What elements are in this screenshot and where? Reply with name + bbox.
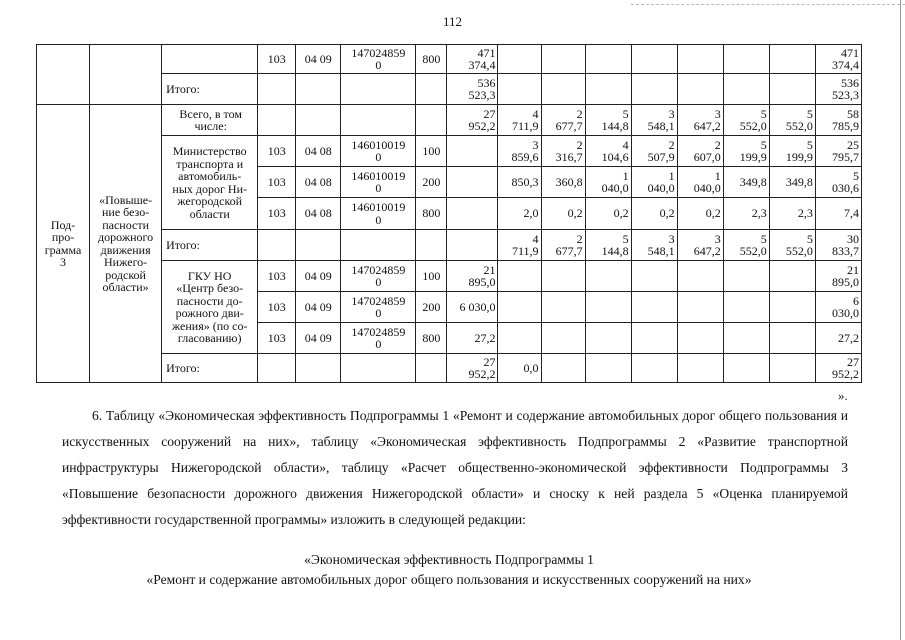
year-value: 4 104,6 — [585, 136, 631, 167]
csr-cell: 147024859 0 — [341, 261, 416, 292]
year-value — [723, 261, 769, 292]
heading-line-1: «Экономическая эффективность Подпрограммы 1 — [304, 552, 594, 567]
total-value: 5 030,6 — [815, 167, 861, 198]
kbk-cell: 103 — [258, 45, 296, 74]
kbk-cell: 103 — [258, 292, 296, 323]
total-including-label: Всего, в том числе: — [162, 105, 258, 136]
year-value: 5 552,0 — [723, 230, 769, 261]
csr-cell — [341, 230, 416, 261]
year-value: 5 552,0 — [723, 105, 769, 136]
year-value: 536 523,3 — [447, 74, 498, 105]
year-value: 0,0 — [498, 354, 541, 383]
year-value — [631, 45, 677, 74]
kbk-cell — [258, 354, 296, 383]
year-value: 3 859,6 — [498, 136, 541, 167]
vr-cell: 800 — [416, 45, 447, 74]
year-value — [541, 261, 585, 292]
razdel-cell: 04 09 — [296, 323, 341, 354]
year-value: 0,2 — [541, 198, 585, 230]
year-value — [541, 323, 585, 354]
year-value: 850,3 — [498, 167, 541, 198]
vr-cell: 800 — [416, 323, 447, 354]
year-value — [723, 354, 769, 383]
year-value: 27,2 — [447, 323, 498, 354]
csr-cell: 146010019 0 — [341, 136, 416, 167]
kbk-cell — [258, 230, 296, 261]
kbk-cell: 103 — [258, 323, 296, 354]
razdel-cell — [296, 230, 341, 261]
year-value: 5 144,8 — [585, 230, 631, 261]
year-value: 3 647,2 — [677, 105, 723, 136]
closing-quote: ». — [838, 388, 848, 403]
year-value — [498, 261, 541, 292]
csr-cell — [341, 105, 416, 136]
vr-cell: 800 — [416, 198, 447, 230]
year-value: 4 711,9 — [498, 105, 541, 136]
kbk-cell: 103 — [258, 167, 296, 198]
year-value — [769, 261, 815, 292]
year-value: 3 548,1 — [631, 230, 677, 261]
year-value: 0,2 — [585, 198, 631, 230]
year-value — [447, 198, 498, 230]
total-value: 6 030,0 — [815, 292, 861, 323]
year-value — [769, 354, 815, 383]
year-value — [631, 292, 677, 323]
total-value: 58 785,9 — [815, 105, 861, 136]
csr-cell: 147024859 0 — [341, 45, 416, 74]
year-value — [541, 292, 585, 323]
kbk-cell: 103 — [258, 261, 296, 292]
budget-table — [36, 44, 862, 383]
year-value: 0,2 — [677, 198, 723, 230]
page-edge-mark — [631, 4, 905, 5]
year-value: 360,8 — [541, 167, 585, 198]
year-value: 21 895,0 — [447, 261, 498, 292]
kbk-cell — [258, 74, 296, 105]
year-value — [631, 74, 677, 105]
razdel-cell — [296, 105, 341, 136]
program-name-cell: «Повыше- ние безо- пасности дорожного движения Нижего- родской области» — [90, 105, 162, 383]
year-value: 3 548,1 — [631, 105, 677, 136]
year-value: 2,3 — [723, 198, 769, 230]
csr-cell: 146010019 0 — [341, 167, 416, 198]
year-value — [677, 74, 723, 105]
executor-cell — [162, 45, 258, 74]
razdel-cell — [296, 74, 341, 105]
kbk-cell — [258, 105, 296, 136]
razdel-cell — [296, 354, 341, 383]
year-value: 5 144,8 — [585, 105, 631, 136]
year-value: 349,8 — [723, 167, 769, 198]
year-value — [585, 323, 631, 354]
total-value: 25 795,7 — [815, 136, 861, 167]
year-value: 6 030,0 — [447, 292, 498, 323]
year-value: 1 040,0 — [631, 167, 677, 198]
year-value: 2 316,7 — [541, 136, 585, 167]
year-value — [631, 261, 677, 292]
year-value: 3 647,2 — [677, 230, 723, 261]
year-value — [585, 45, 631, 74]
year-value — [585, 74, 631, 105]
year-value — [677, 354, 723, 383]
vr-cell: 200 — [416, 292, 447, 323]
year-value — [723, 45, 769, 74]
csr-cell: 147024859 0 — [341, 323, 416, 354]
year-value — [585, 261, 631, 292]
program-cell: Под- про- грамма 3 — [37, 105, 90, 383]
year-value — [498, 292, 541, 323]
year-value: 0,2 — [631, 198, 677, 230]
subtotal-label: Итого: — [162, 230, 258, 261]
year-value — [447, 136, 498, 167]
year-value — [631, 354, 677, 383]
csr-cell: 146010019 0 — [341, 198, 416, 230]
kbk-cell: 103 — [258, 198, 296, 230]
total-value: 21 895,0 — [815, 261, 861, 292]
executor-ministry: Министерство транспорта и автомобиль- ных дорог Ни- жегородской области — [162, 136, 258, 230]
page-number: 112 — [442, 14, 463, 29]
total-value: 536 523,3 — [815, 74, 861, 105]
year-value — [541, 74, 585, 105]
year-value: 27 952,2 — [447, 105, 498, 136]
razdel-cell: 04 09 — [296, 45, 341, 74]
year-value: 2,0 — [498, 198, 541, 230]
vr-cell: 100 — [416, 261, 447, 292]
year-value — [677, 292, 723, 323]
razdel-cell: 04 08 — [296, 167, 341, 198]
year-value — [498, 74, 541, 105]
year-value — [585, 292, 631, 323]
year-value: 471 374,4 — [447, 45, 498, 74]
year-value: 2 507,9 — [631, 136, 677, 167]
year-value: 2 607,0 — [677, 136, 723, 167]
year-value — [769, 292, 815, 323]
year-value — [769, 323, 815, 354]
razdel-cell: 04 08 — [296, 136, 341, 167]
razdel-cell: 04 09 — [296, 292, 341, 323]
year-value — [677, 261, 723, 292]
year-value: 5 199,9 — [723, 136, 769, 167]
year-value — [585, 354, 631, 383]
vr-cell — [416, 230, 447, 261]
year-value — [498, 45, 541, 74]
year-value — [447, 167, 498, 198]
year-value: 2 677,7 — [541, 105, 585, 136]
total-value: 7,4 — [815, 198, 861, 230]
vr-cell — [416, 74, 447, 105]
year-value — [541, 45, 585, 74]
subtotal-label: Итого: — [162, 74, 258, 105]
year-value: 27 952,2 — [447, 354, 498, 383]
year-value: 349,8 — [769, 167, 815, 198]
vr-cell: 200 — [416, 167, 447, 198]
year-value — [769, 74, 815, 105]
year-value: 1 040,0 — [585, 167, 631, 198]
csr-cell — [341, 354, 416, 383]
year-value — [769, 45, 815, 74]
executor-gku: ГКУ НО «Центр безо- пасности до- рожного дви- жения» (по со- гласованию) — [162, 261, 258, 354]
total-value: 27,2 — [815, 323, 861, 354]
year-value: 2 677,7 — [541, 230, 585, 261]
year-value: 4 711,9 — [498, 230, 541, 261]
year-value — [677, 45, 723, 74]
year-value — [498, 323, 541, 354]
program-cell-prev — [37, 45, 90, 105]
vr-cell: 100 — [416, 136, 447, 167]
total-value: 471 374,4 — [815, 45, 861, 74]
year-value — [677, 323, 723, 354]
kbk-cell: 103 — [258, 136, 296, 167]
year-value: 5 552,0 — [769, 105, 815, 136]
page-right-edge — [900, 0, 901, 640]
total-value: 30 833,7 — [815, 230, 861, 261]
vr-cell — [416, 354, 447, 383]
razdel-cell: 04 08 — [296, 198, 341, 230]
year-value — [631, 323, 677, 354]
table-row — [37, 105, 862, 136]
csr-cell: 147024859 0 — [341, 292, 416, 323]
subtotal-label: Итого: — [162, 354, 258, 383]
vr-cell — [416, 105, 447, 136]
year-value: 5 199,9 — [769, 136, 815, 167]
heading-line-2: «Ремонт и содержание автомобильных дорог общего пользования и искусственных сооружений на них» — [146, 572, 752, 587]
year-value — [447, 230, 498, 261]
year-value: 1 040,0 — [677, 167, 723, 198]
year-value — [723, 74, 769, 105]
program-name-prev — [90, 45, 162, 105]
csr-cell — [341, 74, 416, 105]
total-value: 27 952,2 — [815, 354, 861, 383]
razdel-cell: 04 09 — [296, 261, 341, 292]
table-row — [37, 45, 862, 74]
year-value: 2,3 — [769, 198, 815, 230]
section-heading — [36, 550, 862, 590]
year-value — [723, 323, 769, 354]
year-value — [541, 354, 585, 383]
body-paragraph: 6. Таблицу «Экономическая эффективность Подпрограммы 1 «Ремонт и содержание автомобильных дорог общего пользования и искусственных сооружений на них», таблицу «Экономическая эффективность Подпрограммы 2 «Развитие транспортной инфраструктуры Нижегородской области», таблицу «Расчет общественно-экономической эффективности Подпрограммы 3 «Повышение безопасности дорожного движения Нижегородской области» и сноску к ней раздела 5 «Оценка планируемой эффективности государственной программы» изложить в следующей редакции: — [62, 408, 848, 527]
year-value: 5 552,0 — [769, 230, 815, 261]
year-value — [723, 292, 769, 323]
